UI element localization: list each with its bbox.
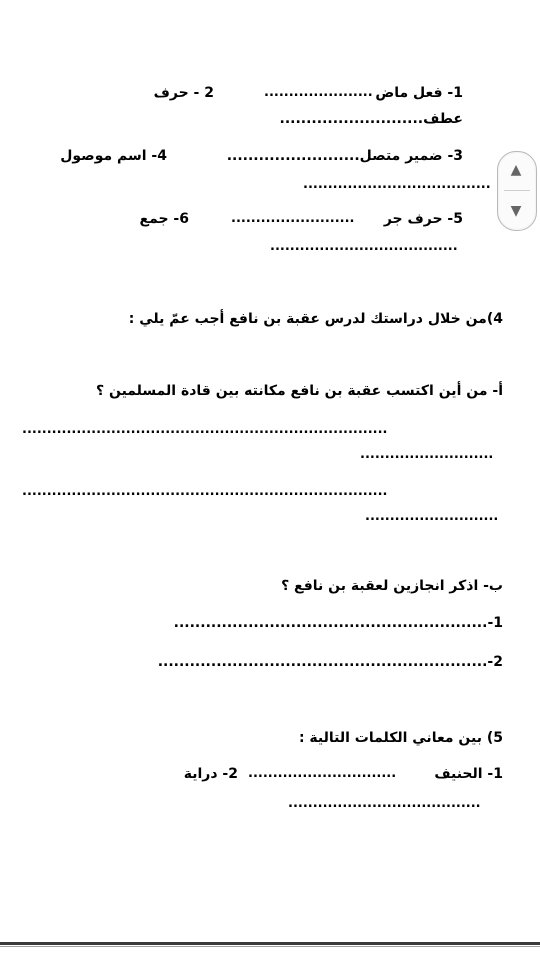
q3-item-6: 6- جمع <box>139 211 189 227</box>
page-scroll-control <box>497 151 537 231</box>
q3-item-3: 3- ضمير متصل......................... <box>226 148 463 164</box>
scroll-divider <box>504 190 530 191</box>
q3-item-4-answer-line: ...................................... <box>303 177 491 192</box>
q5-item-1: 1- الحنيف <box>434 766 503 782</box>
q4-heading: 4)من خلال دراستك لدرس عقبة بن نافع أجب عمّ يلي : <box>128 311 503 327</box>
q3-item-2-continuation: عطف........................... <box>279 111 463 127</box>
q4-a-answer-line-1: .......................................................................... <box>22 422 388 437</box>
q4-b-item-2: 2-.............................................................. <box>157 654 503 670</box>
q4-b-question: ب- اذكر انجازين لعقبة بن نافع ؟ <box>281 578 503 594</box>
chevron-up-icon: ▲ <box>510 162 522 178</box>
q5-heading: 5) بين معاني الكلمات التالية : <box>298 730 503 746</box>
q4-a-answer-line-3: .......................................................................... <box>22 484 388 499</box>
page-bottom-border <box>0 942 540 945</box>
q3-item-1-answer-line: ...................... <box>264 85 373 100</box>
q3-item-5-answer-line: ......................... <box>231 211 355 226</box>
chevron-down-icon: ▼ <box>510 203 522 219</box>
q3-item-2: 2 - حرف <box>153 85 214 101</box>
q3-item-6-answer-line: ...................................... <box>270 239 458 254</box>
q3-item-1: 1- فعل ماض <box>375 85 463 101</box>
scroll-up-button[interactable] <box>505 159 527 181</box>
q3-item-4: 4- اسم موصول <box>60 148 167 164</box>
q5-item-2: 2- دراية <box>183 766 238 782</box>
scroll-down-button[interactable] <box>505 200 527 222</box>
q5-item-1-answer-line: .............................. <box>248 766 397 781</box>
q3-item-5: 5- حرف جر <box>383 211 463 227</box>
q4-a-answer-line-2: ........................... <box>360 447 494 462</box>
q5-item-2-answer-line: ....................................... <box>288 796 481 811</box>
page-bottom-border-shadow <box>0 946 540 947</box>
q4-a-question: أ- من أين اكتسب عقبة بن نافع مكانته بين قادة المسلمين ؟ <box>95 383 503 399</box>
q4-b-item-1: 1-........................................................... <box>173 615 503 631</box>
q4-a-answer-line-4: ........................... <box>365 509 499 524</box>
